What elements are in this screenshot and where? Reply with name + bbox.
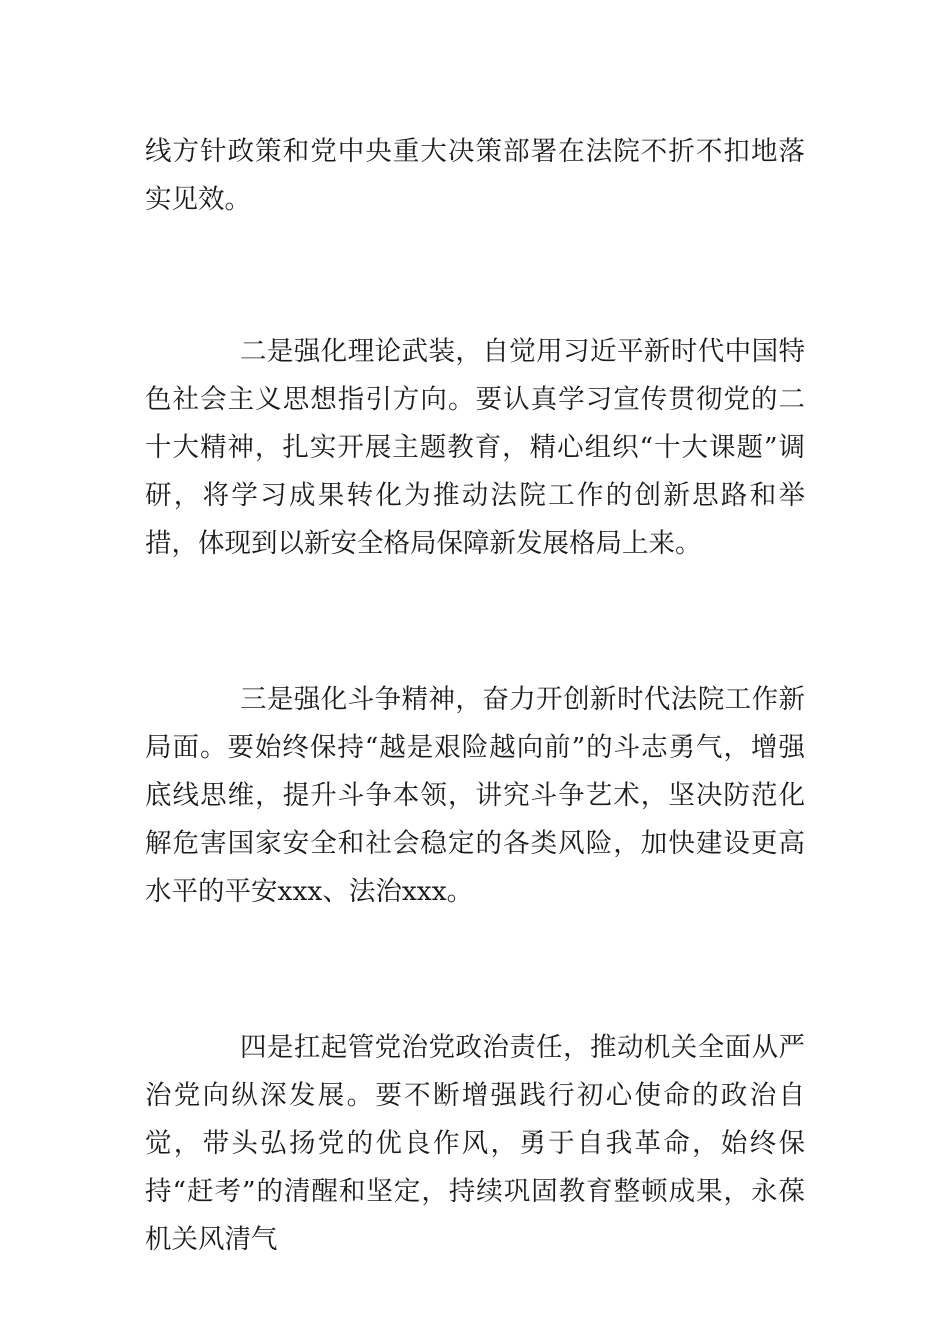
paragraph-continuation: 线方针政策和党中央重大决策部署在法院不折不扣地落实见效。 — [145, 136, 805, 215]
paragraph-point-two: 二是强化理论武装，自觉用习近平新时代中国特色社会主义思想指引方向。要认真学习宣传贯彻党的二十大精神，扎实开展主题教育，精心组织“十大课题”调研，将学习成果转化为推动法院工作的创新思路和举措，体现到以新安全格局保障新发展格局上来。 — [145, 336, 805, 559]
paragraph-point-four: 四是扛起管党治党政治责任，推动机关全面从严治党向纵深发展。要不断增强践行初心使命的政治自觉，带头弘扬党的优良作风，勇于自我革命，始终保持“赶考”的清醒和坚定，持续巩固教育整顿成果，永葆机关风清气 — [145, 1032, 805, 1255]
paragraph-point-three: 三是强化斗争精神，奋力开创新时代法院工作新局面。要始终保持“越是艰险越向前”的斗志勇气，增强底线思维，提升斗争本领，讲究斗争艺术，坚决防范化解危害国家安全和社会稳定的各类风险，加快建设更高水平的平安xxx、法治xxx。 — [145, 684, 805, 907]
